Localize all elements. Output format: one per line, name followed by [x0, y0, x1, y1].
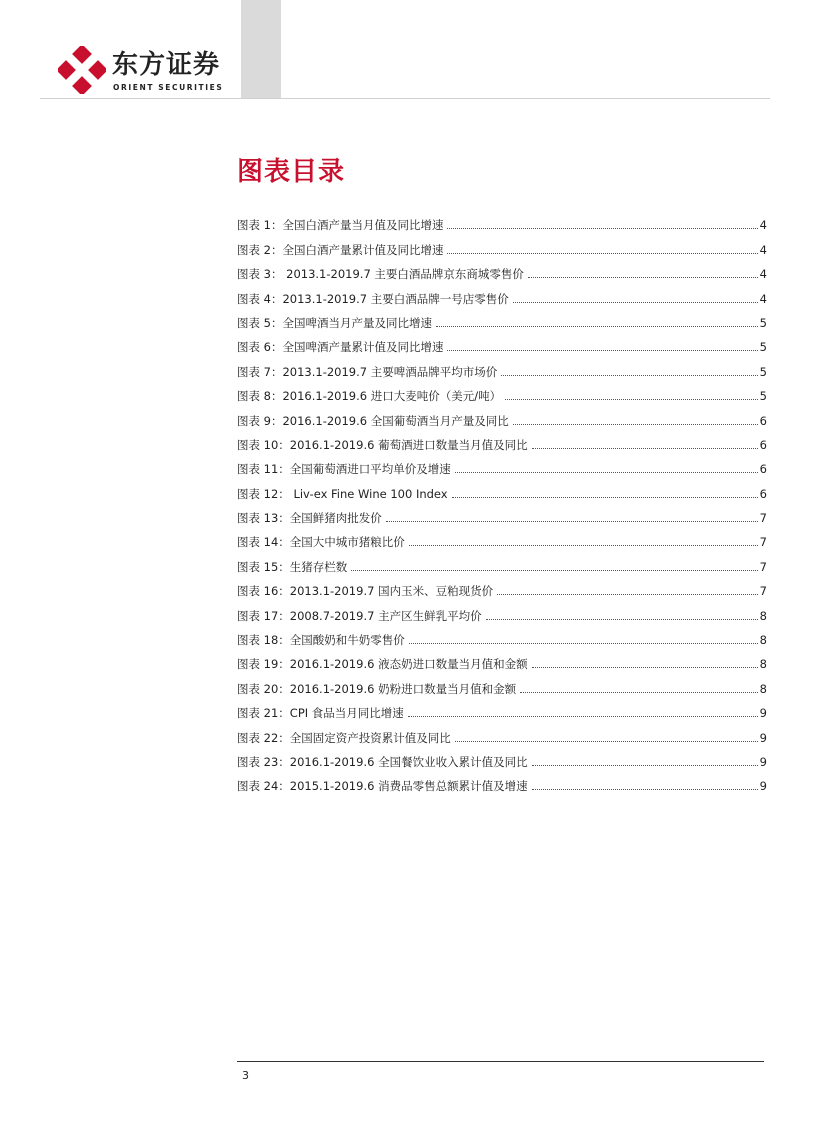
toc-leader-dots [513, 302, 758, 303]
toc-item-page: 6 [759, 462, 767, 477]
page-number: 3 [242, 1069, 249, 1082]
toc-leader-dots [513, 424, 758, 425]
toc-item-page: 4 [759, 218, 767, 233]
toc-item[interactable] [237, 452, 767, 476]
toc-item-label: 图表 17：2008.7-2019.7 主产区生鲜乳平均价 [237, 608, 482, 623]
toc-item-page: 8 [759, 633, 767, 648]
toc-leader-dots [436, 326, 758, 327]
toc-leader-dots [447, 253, 757, 254]
toc-item-page: 4 [759, 242, 767, 257]
toc-item[interactable] [237, 598, 767, 622]
toc-leader-dots [452, 497, 758, 498]
toc-item-page: 5 [759, 315, 767, 330]
toc-item[interactable] [237, 330, 767, 354]
toc-item-page: 7 [759, 511, 767, 526]
toc-item-label: 图表 8：2016.1-2019.6 进口大麦吨价（美元/吨） [237, 389, 502, 404]
toc-title: 图表目录 [237, 157, 346, 187]
toc-item-page: 7 [759, 559, 767, 574]
toc-item-label: 图表 16：2013.1-2019.7 国内玉米、豆粕现货价 [237, 584, 494, 599]
toc-item[interactable] [237, 403, 767, 427]
toc-item-label: 图表 15：生猪存栏数 [237, 559, 348, 574]
toc-item-page: 4 [759, 291, 767, 306]
toc-item-page: 5 [759, 389, 767, 404]
toc-item[interactable] [237, 354, 767, 378]
toc-item-page: 6 [759, 437, 767, 452]
toc-leader-dots [497, 594, 758, 595]
toc-leader-dots [447, 228, 757, 229]
toc-item-label: 图表 10：2016.1-2019.6 葡萄酒进口数量当月值及同比 [237, 437, 528, 452]
toc-item-label: 图表 5：全国啤酒当月产量及同比增速 [237, 315, 432, 330]
toc-leader-dots [409, 545, 758, 546]
toc-item[interactable] [237, 671, 767, 695]
toc-item-page: 8 [759, 608, 767, 623]
toc-item-page: 5 [759, 340, 767, 355]
toc-item[interactable] [237, 720, 767, 744]
toc-item[interactable] [237, 623, 767, 647]
toc-item-label: 图表 23：2016.1-2019.6 全国餐饮业收入累计值及同比 [237, 754, 528, 769]
toc-item-label: 图表 3： 2013.1-2019.7 主要白酒品牌京东商城零售价 [237, 267, 524, 282]
toc-item-label: 图表 19：2016.1-2019.6 液态奶进口数量当月值和金额 [237, 657, 528, 672]
toc-item-label: 图表 9：2016.1-2019.6 全国葡萄酒当月产量及同比 [237, 413, 509, 428]
brand-name-cn: 东方证券 [112, 50, 221, 80]
toc-item-page: 9 [759, 779, 767, 794]
orient-securities-logo-icon [58, 46, 106, 94]
toc-item-label: 图表 12： Liv-ex Fine Wine 100 Index [237, 486, 448, 501]
toc-leader-dots [455, 741, 758, 742]
toc-item[interactable] [237, 379, 767, 403]
brand-name-en: ORIENT SECURITIES [113, 83, 224, 92]
toc-item-label: 图表 7：2013.1-2019.7 主要啤酒品牌平均市场价 [237, 364, 498, 379]
toc-leader-dots [528, 277, 758, 278]
toc-item-page: 9 [759, 706, 767, 721]
toc-item-label: 图表 13：全国鲜猪肉批发价 [237, 511, 382, 526]
toc-leader-dots [409, 643, 758, 644]
toc-item[interactable] [237, 476, 767, 500]
header-gray-bar [241, 0, 281, 98]
toc-item-label: 图表 24：2015.1-2019.6 消费品零售总额累计值及增速 [237, 779, 528, 794]
toc-item-label: 图表 18：全国酸奶和牛奶零售价 [237, 633, 405, 648]
toc-item[interactable] [237, 501, 767, 525]
toc-item-label: 图表 4：2013.1-2019.7 主要白酒品牌一号店零售价 [237, 291, 509, 306]
toc-item[interactable] [237, 281, 767, 305]
toc-leader-dots [386, 521, 758, 522]
toc-item-label: 图表 20：2016.1-2019.6 奶粉进口数量当月值和金额 [237, 681, 517, 696]
toc-leader-dots [532, 667, 758, 668]
toc-item[interactable] [237, 574, 767, 598]
toc-item[interactable] [237, 549, 767, 573]
toc-item-page: 8 [759, 657, 767, 672]
toc-item[interactable] [237, 208, 767, 232]
toc-item[interactable] [237, 769, 767, 793]
toc-item-label: 图表 11：全国葡萄酒进口平均单价及增速 [237, 462, 451, 477]
toc-item[interactable] [237, 428, 767, 452]
toc-item-page: 7 [759, 535, 767, 550]
toc-item[interactable] [237, 745, 767, 769]
footer-divider [237, 1061, 764, 1062]
toc-item[interactable] [237, 525, 767, 549]
toc-leader-dots [532, 765, 758, 766]
toc-item-label: 图表 14：全国大中城市猪粮比价 [237, 535, 405, 550]
toc-leader-dots [505, 399, 758, 400]
header-divider [40, 98, 770, 99]
toc-item-label: 图表 21：CPI 食品当月同比增速 [237, 706, 404, 721]
toc-leader-dots [408, 716, 758, 717]
toc-item-page: 9 [759, 730, 767, 745]
toc-item[interactable] [237, 696, 767, 720]
toc-leader-dots [486, 619, 758, 620]
toc-leader-dots [351, 570, 757, 571]
toc-leader-dots [532, 789, 758, 790]
toc-item-label: 图表 1：全国白酒产量当月值及同比增速 [237, 218, 444, 233]
toc-item[interactable] [237, 647, 767, 671]
toc-item-page: 6 [759, 486, 767, 501]
toc-item-page: 9 [759, 754, 767, 769]
toc-item-page: 8 [759, 681, 767, 696]
toc-leader-dots [520, 692, 758, 693]
toc-item-page: 5 [759, 364, 767, 379]
toc-item-label: 图表 2：全国白酒产量累计值及同比增速 [237, 242, 444, 257]
toc-item[interactable] [237, 257, 767, 281]
toc-item-page: 7 [759, 584, 767, 599]
toc-item-label: 图表 6：全国啤酒产量累计值及同比增速 [237, 340, 444, 355]
toc-item[interactable] [237, 232, 767, 256]
toc-leader-dots [501, 375, 757, 376]
toc-list [237, 208, 767, 793]
toc-item-label: 图表 22：全国固定资产投资累计值及同比 [237, 730, 451, 745]
toc-leader-dots [447, 350, 757, 351]
toc-item-page: 6 [759, 413, 767, 428]
toc-item[interactable] [237, 306, 767, 330]
toc-item-page: 4 [759, 267, 767, 282]
toc-leader-dots [455, 472, 758, 473]
toc-leader-dots [532, 448, 758, 449]
